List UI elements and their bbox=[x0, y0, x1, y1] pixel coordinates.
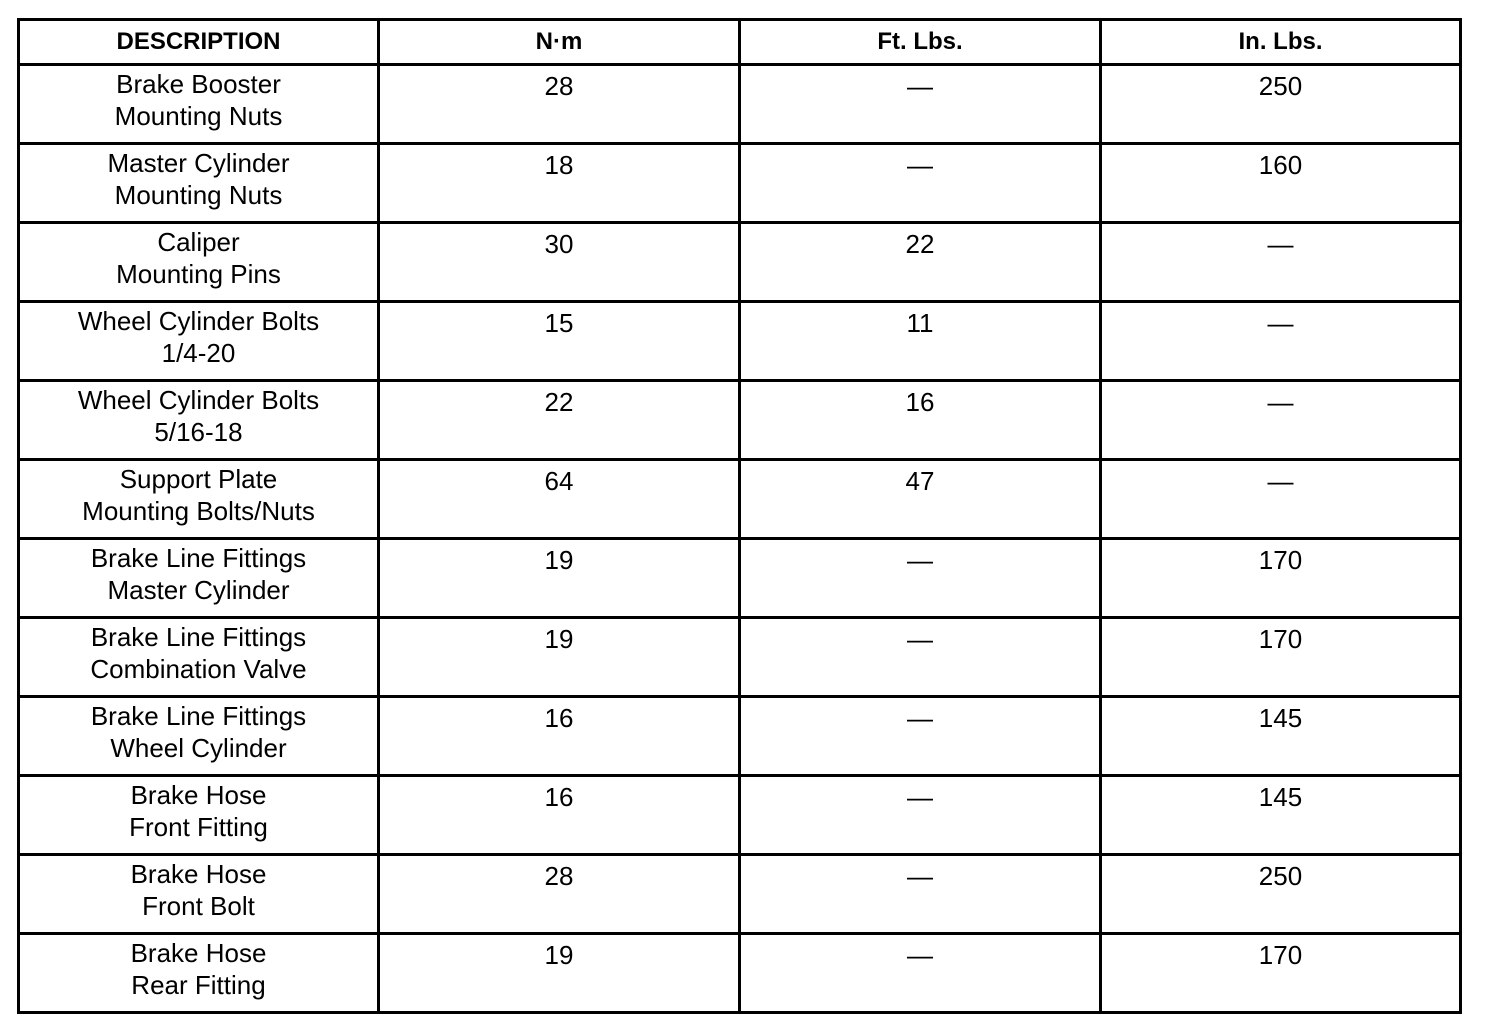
description-line: Wheel Cylinder bbox=[110, 733, 287, 763]
description-cell bbox=[19, 934, 379, 1013]
nm-value-cell: 19 bbox=[379, 618, 740, 697]
ft-lbs-value-cell: — bbox=[740, 144, 1101, 223]
table-row bbox=[19, 539, 1461, 618]
description-line: 5/16-18 bbox=[154, 417, 243, 447]
in-lbs-value-cell: 170 bbox=[1101, 539, 1461, 618]
ft-lbs-value-cell: 11 bbox=[740, 302, 1101, 381]
ft-lbs-value-cell: — bbox=[740, 776, 1101, 855]
description-line: Rear Fitting bbox=[131, 970, 266, 1000]
table-row bbox=[19, 618, 1461, 697]
nm-value-cell: 28 bbox=[379, 65, 740, 144]
description-line: Wheel Cylinder Bolts bbox=[77, 306, 320, 336]
table-row bbox=[19, 776, 1461, 855]
table-row bbox=[19, 223, 1461, 302]
nm-value-cell: 16 bbox=[379, 776, 740, 855]
description-line: Wheel Cylinder Bolts bbox=[77, 385, 320, 415]
description-line: Mounting Pins bbox=[116, 259, 281, 289]
description-line: Combination Valve bbox=[90, 654, 307, 684]
description-line: Brake Hose bbox=[130, 938, 267, 968]
nm-value-cell: 30 bbox=[379, 223, 740, 302]
nm-value-cell: 19 bbox=[379, 934, 740, 1013]
ft-lbs-value-cell: — bbox=[740, 934, 1101, 1013]
table-body bbox=[19, 65, 1461, 1013]
nm-value-cell: 18 bbox=[379, 144, 740, 223]
table-row bbox=[19, 855, 1461, 934]
ft-lbs-value-cell: — bbox=[740, 65, 1101, 144]
description-line: Mounting Bolts/Nuts bbox=[82, 496, 315, 526]
nm-value-cell: 19 bbox=[379, 539, 740, 618]
in-lbs-value-cell: — bbox=[1101, 223, 1461, 302]
nm-value-cell: 15 bbox=[379, 302, 740, 381]
table-row bbox=[19, 697, 1461, 776]
description-line: Front Bolt bbox=[142, 891, 255, 921]
description-line: Brake Hose bbox=[130, 859, 267, 889]
description-cell bbox=[19, 460, 379, 539]
table-row bbox=[19, 302, 1461, 381]
description-cell bbox=[19, 618, 379, 697]
in-lbs-value-cell: 160 bbox=[1101, 144, 1461, 223]
description-line: Mounting Nuts bbox=[114, 101, 283, 131]
ft-lbs-value-cell: 47 bbox=[740, 460, 1101, 539]
table-row bbox=[19, 144, 1461, 223]
table-row bbox=[19, 381, 1461, 460]
ft-lbs-value-cell: 22 bbox=[740, 223, 1101, 302]
table-row bbox=[19, 65, 1461, 144]
torque-spec-table bbox=[17, 18, 1462, 1014]
table-row bbox=[19, 934, 1461, 1013]
in-lbs-value-cell: — bbox=[1101, 302, 1461, 381]
description-line: Mounting Nuts bbox=[114, 180, 283, 210]
description-line: Brake Line Fittings bbox=[90, 543, 307, 573]
in-lbs-value-cell: 145 bbox=[1101, 697, 1461, 776]
in-lbs-value-cell: — bbox=[1101, 460, 1461, 539]
description-cell bbox=[19, 855, 379, 934]
in-lbs-value-cell: — bbox=[1101, 381, 1461, 460]
ft-lbs-value-cell: — bbox=[740, 697, 1101, 776]
description-cell bbox=[19, 65, 379, 144]
description-cell bbox=[19, 697, 379, 776]
description-line: Caliper bbox=[157, 227, 240, 257]
ft-lbs-value-cell: — bbox=[740, 618, 1101, 697]
description-line: Brake Hose bbox=[130, 780, 267, 810]
nm-value-cell: 16 bbox=[379, 697, 740, 776]
description-line: Brake Line Fittings bbox=[90, 622, 307, 652]
header-nm: N·m bbox=[379, 20, 740, 65]
nm-value-cell: 28 bbox=[379, 855, 740, 934]
ft-lbs-value-cell: — bbox=[740, 539, 1101, 618]
description-line: 1/4-20 bbox=[161, 338, 236, 368]
in-lbs-value-cell: 170 bbox=[1101, 934, 1461, 1013]
description-cell bbox=[19, 302, 379, 381]
description-line: Front Fitting bbox=[129, 812, 268, 842]
nm-value-cell: 22 bbox=[379, 381, 740, 460]
in-lbs-value-cell: 250 bbox=[1101, 855, 1461, 934]
in-lbs-value-cell: 170 bbox=[1101, 618, 1461, 697]
description-cell bbox=[19, 381, 379, 460]
description-line: Brake Booster bbox=[116, 69, 281, 99]
table-row bbox=[19, 460, 1461, 539]
header-row bbox=[19, 20, 1461, 65]
description-cell bbox=[19, 144, 379, 223]
description-cell bbox=[19, 223, 379, 302]
description-line: Master Cylinder bbox=[107, 575, 290, 605]
ft-lbs-value-cell: — bbox=[740, 855, 1101, 934]
description-cell bbox=[19, 776, 379, 855]
header-description: DESCRIPTION bbox=[19, 20, 379, 65]
header-in-lbs: In. Lbs. bbox=[1101, 20, 1461, 65]
header-ft-lbs: Ft. Lbs. bbox=[740, 20, 1101, 65]
description-line: Brake Line Fittings bbox=[90, 701, 307, 731]
description-line: Support Plate bbox=[119, 464, 278, 494]
in-lbs-value-cell: 145 bbox=[1101, 776, 1461, 855]
nm-value-cell: 64 bbox=[379, 460, 740, 539]
description-line: Master Cylinder bbox=[107, 148, 290, 178]
in-lbs-value-cell: 250 bbox=[1101, 65, 1461, 144]
description-cell bbox=[19, 539, 379, 618]
ft-lbs-value-cell: 16 bbox=[740, 381, 1101, 460]
